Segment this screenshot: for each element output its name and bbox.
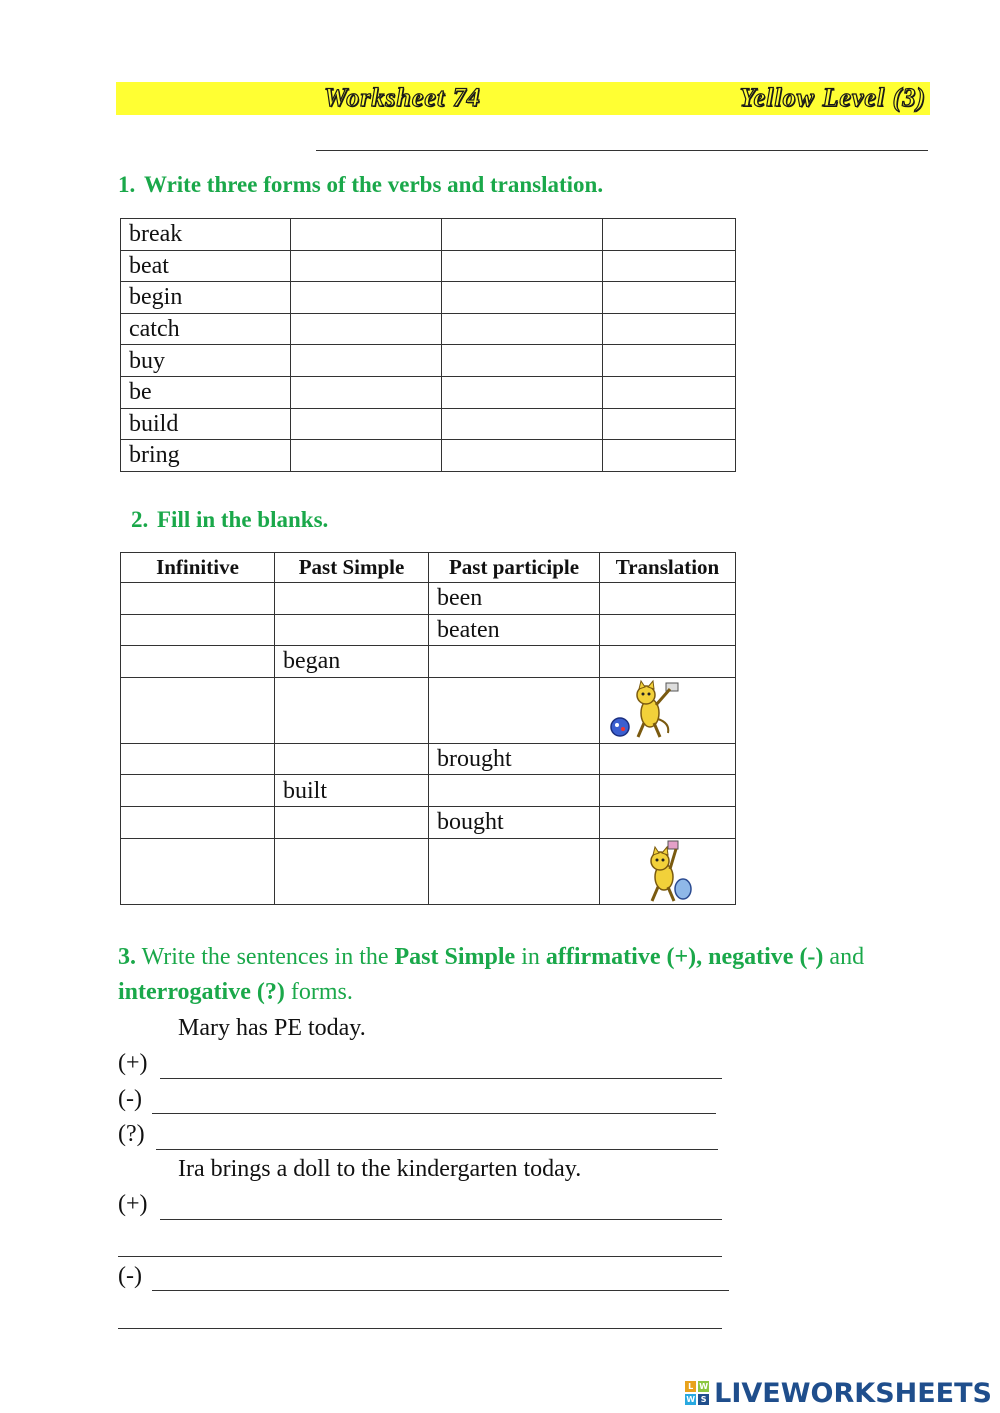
table-row [121,282,736,314]
instruction-bold: affirmative (+), negative (-) [545,944,824,970]
answer-cell[interactable] [442,313,603,345]
past-participle-cell[interactable] [429,677,600,743]
answer-line[interactable] [156,1149,718,1150]
infinitive-cell[interactable] [121,838,275,904]
instruction-text: in [521,944,540,970]
col-header-translation: Translation [600,553,736,583]
answer-cell[interactable] [603,313,736,345]
answer-cell[interactable] [442,219,603,251]
answer-line[interactable] [160,1078,722,1079]
past-participle-cell: been [429,583,600,615]
infinitive-cell[interactable] [121,775,275,807]
instruction-bold: interrogative (?) [118,979,285,1005]
fill-blanks-table [120,552,736,905]
col-header-past-simple: Past Simple [275,553,429,583]
liveworksheets-logo[interactable] [685,1376,992,1410]
verb-forms-table [120,218,736,472]
infinitive-cell[interactable] [121,614,275,646]
translation-cell[interactable] [600,583,736,615]
table-row [121,775,736,807]
worksheet-title: Worksheet 74 [324,83,481,112]
name-write-line[interactable] [316,150,928,151]
past-simple-cell[interactable] [275,614,429,646]
answer-line[interactable] [118,1328,722,1329]
level-label: Yellow Level (3) [739,83,926,112]
cat-clipart-icon [608,679,688,741]
answer-cell[interactable] [442,250,603,282]
answer-cell[interactable] [291,376,442,408]
verb-cell: beat [121,250,291,282]
answer-cell[interactable] [291,313,442,345]
answer-cell[interactable] [603,440,736,472]
answer-cell[interactable] [442,282,603,314]
past-simple-cell[interactable] [275,583,429,615]
answer-cell[interactable] [291,408,442,440]
table-row [121,646,736,678]
negative-label: (-) [118,1263,142,1289]
table-row [121,440,736,472]
source-sentence-2: Ira brings a doll to the kindergarten today. [178,1156,582,1182]
verb-cell: begin [121,282,291,314]
translation-cell[interactable] [600,646,736,678]
table-row [121,838,736,904]
logo-text: LIVEWORKSHEETS [714,1377,992,1409]
infinitive-cell[interactable] [121,583,275,615]
question-label: (?) [118,1121,145,1147]
instruction-bold: Past Simple [394,944,516,970]
answer-cell[interactable] [291,345,442,377]
answer-line[interactable] [152,1113,716,1114]
table-row [121,614,736,646]
section-3-number: 3. [118,944,136,970]
answer-cell[interactable] [603,376,736,408]
table-row [121,219,736,251]
table-row [121,408,736,440]
translation-cell[interactable] [600,775,736,807]
past-participle-cell[interactable] [429,775,600,807]
answer-cell[interactable] [291,219,442,251]
answer-cell[interactable] [442,408,603,440]
answer-line[interactable] [118,1256,722,1257]
infinitive-cell[interactable] [121,646,275,678]
past-simple-cell[interactable] [275,677,429,743]
past-simple-cell[interactable] [275,838,429,904]
answer-cell[interactable] [442,440,603,472]
section-2-number: 2. [131,507,149,532]
table-row [121,376,736,408]
answer-cell[interactable] [603,282,736,314]
verb-cell: break [121,219,291,251]
answer-cell[interactable] [291,250,442,282]
verb-cell: catch [121,313,291,345]
table-header-row [121,553,736,583]
past-simple-cell: built [275,775,429,807]
infinitive-cell[interactable] [121,743,275,775]
section-3-instructions [118,940,918,1010]
answer-cell[interactable] [442,345,603,377]
answer-line[interactable] [160,1219,722,1220]
past-participle-cell[interactable] [429,838,600,904]
verb-cell: be [121,376,291,408]
translation-cell [600,677,736,743]
instruction-text: Write the sentences in the [141,944,389,970]
table-row [121,250,736,282]
answer-cell[interactable] [291,440,442,472]
infinitive-cell[interactable] [121,677,275,743]
answer-cell[interactable] [603,250,736,282]
infinitive-cell[interactable] [121,806,275,838]
section-2-title: Fill in the blanks. [157,507,329,532]
table-row [121,677,736,743]
negative-label: (-) [118,1086,142,1112]
table-row [121,806,736,838]
translation-cell[interactable] [600,806,736,838]
translation-cell [600,838,736,904]
table-row [121,743,736,775]
verb-cell: build [121,408,291,440]
past-simple-cell[interactable] [275,743,429,775]
affirmative-label: (+) [118,1050,148,1076]
past-participle-cell: brought [429,743,600,775]
table-row [121,583,736,615]
section-1-title: Write three forms of the verbs and translation. [144,172,604,197]
translation-cell[interactable] [600,614,736,646]
header-band [116,82,930,115]
section-1-number: 1. [118,172,136,197]
answer-cell[interactable] [291,282,442,314]
past-simple-cell[interactable] [275,806,429,838]
answer-cell[interactable] [603,345,736,377]
section-1-heading [118,172,603,198]
answer-cell[interactable] [442,376,603,408]
verb-cell: buy [121,345,291,377]
past-participle-cell: beaten [429,614,600,646]
past-participle-cell[interactable] [429,646,600,678]
table-row [121,313,736,345]
col-header-past-participle: Past participle [429,553,600,583]
table-row [121,345,736,377]
affirmative-label: (+) [118,1191,148,1217]
section-2-heading [131,507,328,533]
answer-cell[interactable] [603,408,736,440]
answer-cell[interactable] [603,219,736,251]
source-sentence-1: Mary has PE today. [178,1015,366,1041]
answer-line[interactable] [152,1290,729,1291]
past-participle-cell: bought [429,806,600,838]
past-simple-cell: began [275,646,429,678]
logo-mark-icon: L W W S [686,1382,709,1404]
verb-cell: bring [121,440,291,472]
cat-clipart-icon [628,839,708,903]
translation-cell[interactable] [600,743,736,775]
instruction-text: and [829,944,865,970]
instruction-text: forms. [290,979,353,1005]
col-header-infinitive: Infinitive [121,553,275,583]
